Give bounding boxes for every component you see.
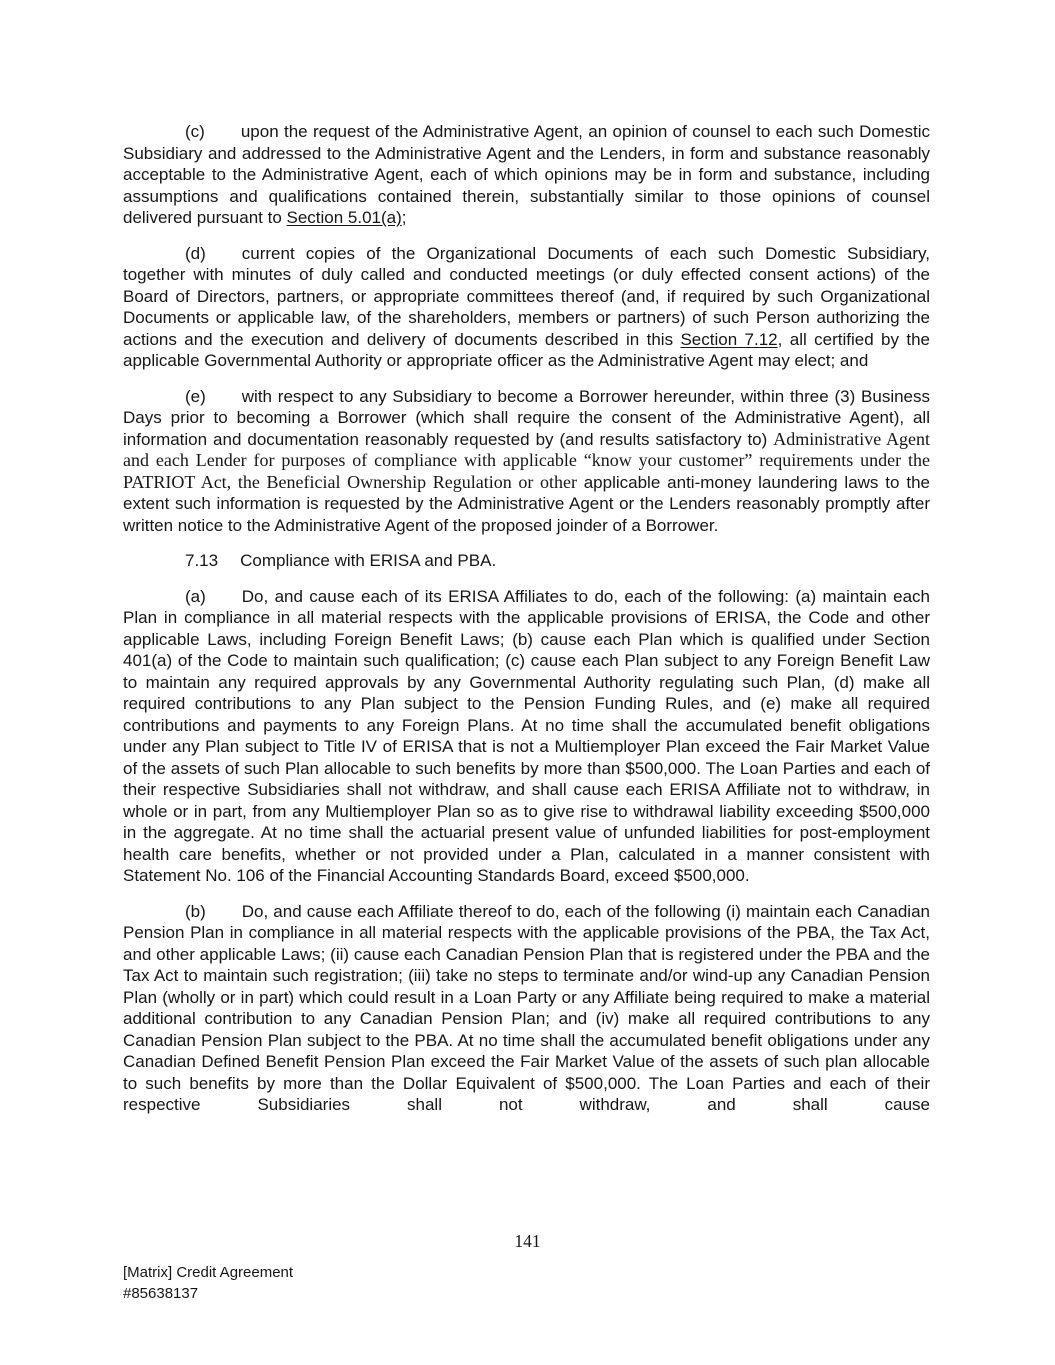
paragraph-e-serif-segment: Administrative Agent and each Lender for purposes of compliance with applicable “know your customer” requirements under the PATRIOT Act, the Beneficial Ownership Regulation or other bbox=[123, 428, 930, 492]
paragraph-c bbox=[123, 121, 930, 229]
paragraph-a bbox=[123, 586, 930, 887]
paragraph-e-label: (e) bbox=[185, 386, 206, 406]
paragraph-c-text-end: ; bbox=[401, 208, 407, 227]
footer-doc-id: #85638137 bbox=[123, 1284, 199, 1302]
paragraph-c-label: (c) bbox=[185, 122, 205, 141]
footer-doc-name: [Matrix] Credit Agreement bbox=[123, 1264, 294, 1281]
document-footer bbox=[123, 1263, 293, 1304]
paragraph-d bbox=[123, 243, 930, 372]
paragraph-e bbox=[123, 386, 930, 537]
paragraph-e-text-end: applicable anti-money laundering laws to the extent such information is requested by the Administrative Agent or the Lenders reasonably promptly after written notice to the Administrative Agent of the proposed joinder of a Borrower. bbox=[123, 472, 931, 535]
page-number: 141 bbox=[514, 1231, 541, 1251]
paragraph-b bbox=[123, 901, 930, 1116]
paragraph-b-text: Do, and cause each Affiliate thereof to do, each of the following (i) maintain each Canadian Pension Plan in compliance in all material respects with the applicable provisions of the PBA, the Tax Act, and other applicable Laws; (ii) cause each Canadian Pension Plan that is registered under the PBA and the Tax Act to maintain such registration; (iii) take no steps to terminate and/or wind-up any Canadian Pension Plan (wholly or in part) which could result in a Loan Party or any Affiliate being required to make a material additional contribution to any Canadian Pension Plan; and (iv) make all required contributions to any Canadian Pension Plan subject to the PBA. At no time shall the accumulated benefit obligations under any Canadian Defined Benefit Pension Plan exceed the Fair Market Value of the assets of such plan allocable to such benefits by more than the Dollar Equivalent of $500,000. The Loan Parties and each of their respective Subsidiaries shall not withdraw, and shall cause bbox=[123, 901, 930, 1114]
paragraph-b-label: (b) bbox=[185, 901, 206, 921]
paragraph-e-text: with respect to any Subsidiary to become a Borrower hereunder, within three (3) Business Days prior to becoming a Borrower (which shall require the consent of the Administrative Agent), all information and documentation reasonably requested by (and results satisfactory to) bbox=[123, 386, 930, 449]
paragraph-a-text: Do, and cause each of its ERISA Affiliates to do, each of the following: (a) maintain each Plan in compliance in all material respects with the applicable provisions of ERISA, the Code and other applicable Laws, including Foreign Benefit Laws; (b) cause each Plan which is qualified under Section 401(a) of the Code to maintain such qualification; (c) cause each Plan subject to any Foreign Benefit Law to maintain any required approvals by any Governmental Authority regulating such Plan, (d) make all required contributions to any Plan subject to the Pension Funding Rules, and (e) make all required contributions and payments to any Foreign Plans. At no time shall the accumulated benefit obligations under any Plan subject to Title IV of ERISA that is not a Multiemployer Plan exceed the Fair Market Value of the assets of such Plan allocable to such benefits by more than $500,000. The Loan Parties and each of their respective Subsidiaries shall not withdraw, and shall cause each ERISA Affiliate not to withdraw, in whole or in part, from any Multiemployer Plan so as to give rise to withdrawal liability exceeding $500,000 in the aggregate. At no time shall the actuarial present value of unfunded liabilities for post-employment health care benefits, whether or not provided under a Plan, calculated in a manner consistent with Statement No. 106 of the Financial Accounting Standards Board, exceed $500,000. bbox=[123, 586, 930, 885]
paragraph-c-text: upon the request of the Administrative Agent, an opinion of counsel to each such Domestic Subsidiary and addressed to the Administrative Agent and the Lenders, in form and substance reasonably acceptable to the Administrative Agent, each of which opinions may be in form and substance, including assumptions and qualifications contained therein, substantially similar to those opinions of counsel delivered pursuant to bbox=[123, 122, 930, 227]
section-5-01a-reference: Section 5.01(a) bbox=[286, 208, 402, 227]
paragraph-a-label: (a) bbox=[185, 586, 206, 606]
paragraph-d-text-end: , all certified by the applicable Governmental Authority or appropriate officer as the Administrative Agent may elect; and bbox=[123, 329, 930, 370]
section-number: 7.13 bbox=[185, 551, 219, 570]
paragraph-d-label: (d) bbox=[185, 243, 206, 263]
section-heading-7-13 bbox=[123, 550, 930, 572]
paragraph-d-text: current copies of the Organizational Documents of each such Domestic Subsidiary, together with minutes of duly called and conducted meetings (or duly effected consent actions) of the Board of Directors, partners, or appropriate committees thereof (and, if required by such Organizational Documents or applicable law, of the shareholders, members or partners) of such Person authorizing the actions and the execution and delivery of documents described in this bbox=[123, 243, 930, 349]
section-7-12-reference: Section 7.12 bbox=[680, 329, 778, 349]
section-title: Compliance with ERISA and PBA. bbox=[240, 551, 497, 570]
